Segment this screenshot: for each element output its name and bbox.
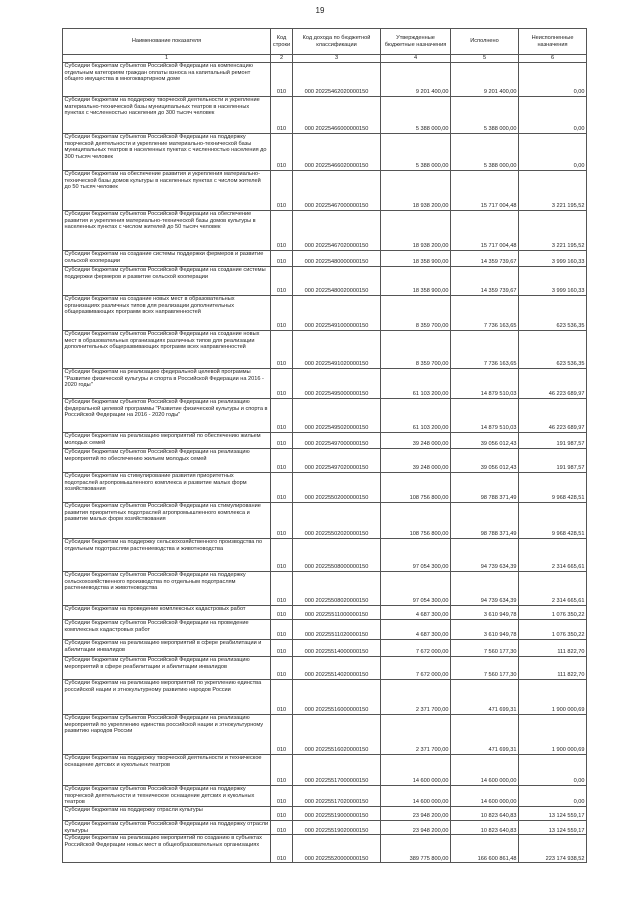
row-name-cell: Субсидии бюджетам на реализацию мероприятий по обеспечению жильем молодых семей [63, 433, 271, 449]
row-approved-cell: 18 938 200,00 [381, 211, 451, 251]
table-row [63, 807, 587, 821]
row-kbk-cell: 000 20225508000000150 [293, 539, 381, 572]
row-executed-cell: 166 600 861,48 [451, 835, 519, 863]
row-unexecuted-cell: 9 968 428,51 [519, 503, 587, 539]
row-code-cell: 010 [271, 369, 293, 399]
row-name-cell: Субсидии бюджетам на обеспечение развития и укрепления материально-технической базы домов культуры в населенных пунктах с числом жителей до 50 тысяч человек [63, 171, 271, 211]
table-row [63, 369, 587, 399]
row-kbk-cell: 000 20225516000000150 [293, 680, 381, 715]
table-row [63, 171, 587, 211]
row-unexecuted-cell: 13 124 559,17 [519, 821, 587, 835]
table-row [63, 399, 587, 433]
row-executed-cell: 3 610 949,78 [451, 606, 519, 620]
row-approved-cell: 8 359 700,00 [381, 296, 451, 331]
table-row [63, 835, 587, 863]
row-unexecuted-cell: 1 076 350,22 [519, 620, 587, 640]
row-unexecuted-cell: 46 223 689,97 [519, 399, 587, 433]
row-code-cell: 010 [271, 433, 293, 449]
row-approved-cell: 4 687 300,00 [381, 606, 451, 620]
row-name-cell: Субсидии бюджетам субъектов Российской Федерации на поддержку творческой деятельности и техническое оснащение детских и кукольных театров [63, 786, 271, 807]
row-kbk-cell: 000 20225497020000150 [293, 449, 381, 473]
row-approved-cell: 5 388 000,00 [381, 97, 451, 134]
column-number: 3 [293, 55, 381, 63]
row-name-cell: Субсидии бюджетам на реализацию мероприятий по созданию в субъектах Российской Федерации новых мест в общеобразовательных организациях [63, 835, 271, 863]
header-row [63, 29, 587, 55]
row-executed-cell: 98 788 371,49 [451, 503, 519, 539]
row-unexecuted-cell: 3 999 160,33 [519, 267, 587, 296]
row-approved-cell: 108 756 800,00 [381, 503, 451, 539]
header-name: Наименование показателя [63, 29, 271, 55]
row-name-cell: Субсидии бюджетам на проведение комплексных кадастровых работ [63, 606, 271, 620]
row-kbk-cell: 000 20225495020000150 [293, 399, 381, 433]
row-kbk-cell: 000 20225491020000150 [293, 331, 381, 369]
row-unexecuted-cell: 191 987,57 [519, 433, 587, 449]
row-executed-cell: 3 610 949,78 [451, 620, 519, 640]
row-code-cell: 010 [271, 657, 293, 680]
header-code: Код строки [271, 29, 293, 55]
row-executed-cell: 15 717 004,48 [451, 171, 519, 211]
table-row [63, 211, 587, 251]
row-unexecuted-cell: 13 124 559,17 [519, 807, 587, 821]
row-approved-cell: 18 358 900,00 [381, 267, 451, 296]
row-kbk-cell: 000 20225508020000150 [293, 572, 381, 606]
table-row [63, 63, 587, 97]
row-kbk-cell: 000 20225497000000150 [293, 433, 381, 449]
row-kbk-cell: 000 20225462020000150 [293, 63, 381, 97]
row-executed-cell: 10 823 640,83 [451, 821, 519, 835]
row-unexecuted-cell: 9 968 428,51 [519, 473, 587, 503]
row-approved-cell: 4 687 300,00 [381, 620, 451, 640]
row-executed-cell: 39 056 012,43 [451, 449, 519, 473]
row-kbk-cell: 000 20225514020000150 [293, 657, 381, 680]
row-executed-cell: 39 056 012,43 [451, 433, 519, 449]
row-name-cell: Субсидии бюджетам субъектов Российской Федерации на поддержку отрасли культуры [63, 821, 271, 835]
row-kbk-cell: 000 20225466020000150 [293, 134, 381, 171]
row-approved-cell: 39 248 000,00 [381, 449, 451, 473]
column-number: 1 [63, 55, 271, 63]
row-name-cell: Субсидии бюджетам на реализацию федеральной целевой программы "Развитие физической культуры и спорта в Российской Федерации на 2016 - 2020 годы" [63, 369, 271, 399]
row-code-cell: 010 [271, 331, 293, 369]
column-number: 5 [451, 55, 519, 63]
row-unexecuted-cell: 46 223 689,97 [519, 369, 587, 399]
row-code-cell: 010 [271, 296, 293, 331]
row-approved-cell: 23 948 200,00 [381, 821, 451, 835]
table-row [63, 640, 587, 657]
row-name-cell: Субсидии бюджетам субъектов Российской Федерации на проведение комплексных кадастровых работ [63, 620, 271, 640]
row-approved-cell: 97 054 300,00 [381, 572, 451, 606]
row-approved-cell: 39 248 000,00 [381, 433, 451, 449]
row-kbk-cell: 000 20225511000000150 [293, 606, 381, 620]
column-number-row [63, 55, 587, 63]
row-name-cell: Субсидии бюджетам субъектов Российской Федерации на реализацию мероприятий по обеспечению жильем молодых семей [63, 449, 271, 473]
row-kbk-cell: 000 20225517000000150 [293, 755, 381, 786]
table-row [63, 449, 587, 473]
column-number: 6 [519, 55, 587, 63]
row-unexecuted-cell: 0,00 [519, 134, 587, 171]
row-executed-cell: 14 600 000,00 [451, 786, 519, 807]
row-code-cell: 010 [271, 473, 293, 503]
row-code-cell: 010 [271, 572, 293, 606]
row-kbk-cell: 000 20225520000000150 [293, 835, 381, 863]
row-executed-cell: 14 879 510,03 [451, 369, 519, 399]
row-executed-cell: 14 359 739,67 [451, 267, 519, 296]
row-kbk-cell: 000 20225480020000150 [293, 267, 381, 296]
row-unexecuted-cell: 623 536,35 [519, 296, 587, 331]
table-row [63, 503, 587, 539]
row-name-cell: Субсидии бюджетам субъектов Российской Федерации на поддержку творческой деятельности и укрепление материально-технической базы муниципальных театров в населенных пунктах с численностью населения до 300 тысяч человек [63, 134, 271, 171]
table-row [63, 786, 587, 807]
row-unexecuted-cell: 223 174 938,52 [519, 835, 587, 863]
row-name-cell: Субсидии бюджетам на создание системы поддержки фермеров и развитие сельской кооперации [63, 251, 271, 267]
row-approved-cell: 14 600 000,00 [381, 786, 451, 807]
row-executed-cell: 94 739 634,39 [451, 572, 519, 606]
table-row [63, 572, 587, 606]
row-code-cell: 010 [271, 606, 293, 620]
row-kbk-cell: 000 20225514000000150 [293, 640, 381, 657]
row-executed-cell: 15 717 004,48 [451, 211, 519, 251]
row-name-cell: Субсидии бюджетам на поддержку творческой деятельности и техническое оснащение детских и кукольных театров [63, 755, 271, 786]
row-code-cell: 010 [271, 267, 293, 296]
row-executed-cell: 5 388 000,00 [451, 97, 519, 134]
row-approved-cell: 8 359 700,00 [381, 331, 451, 369]
table-row [63, 134, 587, 171]
row-code-cell: 010 [271, 640, 293, 657]
row-kbk-cell: 000 20225480000000150 [293, 251, 381, 267]
row-code-cell: 010 [271, 680, 293, 715]
row-unexecuted-cell: 111 822,70 [519, 657, 587, 680]
row-approved-cell: 389 775 800,00 [381, 835, 451, 863]
row-code-cell: 010 [271, 503, 293, 539]
table-row [63, 657, 587, 680]
row-kbk-cell: 000 20225519000000150 [293, 807, 381, 821]
header-kbk: Код дохода по бюджетной классификации [293, 29, 381, 55]
row-code-cell: 010 [271, 835, 293, 863]
row-executed-cell: 7 560 177,30 [451, 640, 519, 657]
row-name-cell: Субсидии бюджетам на создание новых мест в образовательных организациях различных типов для реализации дополнительных общеразвивающих программ всех направленностей [63, 296, 271, 331]
row-name-cell: Субсидии бюджетам на реализацию мероприятий по укреплению единства российской нации и этнокультурному развитию народов России [63, 680, 271, 715]
row-unexecuted-cell: 3 221 195,52 [519, 171, 587, 211]
table-row [63, 715, 587, 755]
row-unexecuted-cell: 191 987,57 [519, 449, 587, 473]
row-kbk-cell: 000 20225519020000150 [293, 821, 381, 835]
budget-execution-table [62, 28, 587, 863]
row-approved-cell: 5 388 000,00 [381, 134, 451, 171]
table-row [63, 821, 587, 835]
row-kbk-cell: 000 20225466000000150 [293, 97, 381, 134]
row-code-cell: 010 [271, 620, 293, 640]
table-row [63, 606, 587, 620]
row-code-cell: 010 [271, 786, 293, 807]
row-name-cell: Субсидии бюджетам субъектов Российской Федерации на реализацию федеральной целевой программы "Развитие физической культуры и спорта в Российской Федерации на 2016 - 2020 годы" [63, 399, 271, 433]
row-unexecuted-cell: 0,00 [519, 786, 587, 807]
row-approved-cell: 2 371 700,00 [381, 680, 451, 715]
row-unexecuted-cell: 2 314 665,61 [519, 539, 587, 572]
page-number: 19 [315, 6, 325, 15]
table-row [63, 296, 587, 331]
row-name-cell: Субсидии бюджетам субъектов Российской Федерации на создание новых мест в образовательных организациях различных типов для реализации дополнительных общеразвивающих программ всех направленностей [63, 331, 271, 369]
row-code-cell: 010 [271, 171, 293, 211]
table-row [63, 251, 587, 267]
row-code-cell: 010 [271, 715, 293, 755]
column-number: 4 [381, 55, 451, 63]
row-kbk-cell: 000 20225502020000150 [293, 503, 381, 539]
row-executed-cell: 471 699,31 [451, 680, 519, 715]
table-row [63, 755, 587, 786]
row-approved-cell: 7 672 000,00 [381, 640, 451, 657]
row-name-cell: Субсидии бюджетам субъектов Российской Федерации на обеспечение развития и укрепления материально-технической базы домов культуры в населенных пунктах с числом жителей до 50 тысяч человек [63, 211, 271, 251]
row-name-cell: Субсидии бюджетам на стимулирование развития приоритетных подотраслей агропромышленного комплекса и развитие малых форм хозяйствования [63, 473, 271, 503]
row-unexecuted-cell: 0,00 [519, 97, 587, 134]
row-code-cell: 010 [271, 399, 293, 433]
row-unexecuted-cell: 1 076 350,22 [519, 606, 587, 620]
row-name-cell: Субсидии бюджетам субъектов Российской Федерации на реализацию мероприятий по укреплению единства российской нации и этнокультурному развитию народов России [63, 715, 271, 755]
row-approved-cell: 7 672 000,00 [381, 657, 451, 680]
row-unexecuted-cell: 3 221 195,52 [519, 211, 587, 251]
row-approved-cell: 108 756 800,00 [381, 473, 451, 503]
row-unexecuted-cell: 623 536,35 [519, 331, 587, 369]
header-unexecuted: Неисполненные назначения [519, 29, 587, 55]
row-approved-cell: 9 201 400,00 [381, 63, 451, 97]
row-kbk-cell: 000 20225502000000150 [293, 473, 381, 503]
row-name-cell: Субсидии бюджетам субъектов Российской Федерации на компенсацию отдельным категориям граждан оплаты взноса на капитальный ремонт общего имущества в многоквартирном доме [63, 63, 271, 97]
header-executed: Исполнено [451, 29, 519, 55]
row-approved-cell: 23 948 200,00 [381, 807, 451, 821]
row-kbk-cell: 000 20225516020000150 [293, 715, 381, 755]
table-row [63, 680, 587, 715]
row-code-cell: 010 [271, 97, 293, 134]
row-kbk-cell: 000 20225491000000150 [293, 296, 381, 331]
row-code-cell: 010 [271, 821, 293, 835]
row-approved-cell: 18 938 200,00 [381, 171, 451, 211]
row-name-cell: Субсидии бюджетам субъектов Российской Федерации на создание системы поддержки фермеров и развитие сельской кооперации [63, 267, 271, 296]
row-name-cell: Субсидии бюджетам на поддержку отрасли культуры [63, 807, 271, 821]
header-approved: Утвержденные бюджетные назначения [381, 29, 451, 55]
row-kbk-cell: 000 20225467000000150 [293, 171, 381, 211]
row-unexecuted-cell: 0,00 [519, 755, 587, 786]
table-row [63, 433, 587, 449]
row-executed-cell: 471 699,31 [451, 715, 519, 755]
row-kbk-cell: 000 20225467020000150 [293, 211, 381, 251]
row-executed-cell: 10 823 640,83 [451, 807, 519, 821]
row-kbk-cell: 000 20225517020000150 [293, 786, 381, 807]
row-name-cell: Субсидии бюджетам на поддержку творческой деятельности и укрепление материально-технической базы муниципальных театров в населенных пунктах с численностью населения до 300 тысяч человек [63, 97, 271, 134]
row-name-cell: Субсидии бюджетам на реализацию мероприятий в сфере реабилитации и абилитации инвалидов [63, 640, 271, 657]
row-executed-cell: 7 736 163,65 [451, 296, 519, 331]
row-executed-cell: 14 600 000,00 [451, 755, 519, 786]
row-code-cell: 010 [271, 755, 293, 786]
row-executed-cell: 9 201 400,00 [451, 63, 519, 97]
row-code-cell: 010 [271, 807, 293, 821]
row-name-cell: Субсидии бюджетам субъектов Российской Федерации на реализацию мероприятий в сфере реабилитации и абилитации инвалидов [63, 657, 271, 680]
row-unexecuted-cell: 0,00 [519, 63, 587, 97]
row-approved-cell: 2 371 700,00 [381, 715, 451, 755]
row-approved-cell: 97 054 300,00 [381, 539, 451, 572]
row-unexecuted-cell: 2 314 665,61 [519, 572, 587, 606]
row-code-cell: 010 [271, 449, 293, 473]
row-code-cell: 010 [271, 251, 293, 267]
row-approved-cell: 61 103 200,00 [381, 399, 451, 433]
row-executed-cell: 94 739 634,39 [451, 539, 519, 572]
row-name-cell: Субсидии бюджетам на поддержку сельскохозяйственного производства по отдельным подотраслям растениеводства и животноводства [63, 539, 271, 572]
row-unexecuted-cell: 111 822,70 [519, 640, 587, 657]
row-executed-cell: 5 388 000,00 [451, 134, 519, 171]
row-executed-cell: 14 879 510,03 [451, 399, 519, 433]
row-kbk-cell: 000 20225511020000150 [293, 620, 381, 640]
row-executed-cell: 7 560 177,30 [451, 657, 519, 680]
table-row [63, 331, 587, 369]
row-unexecuted-cell: 1 900 000,69 [519, 715, 587, 755]
row-name-cell: Субсидии бюджетам субъектов Российской Федерации на поддержку сельскохозяйственного производства по отдельным подотраслям растениеводства и животноводства [63, 572, 271, 606]
row-code-cell: 010 [271, 539, 293, 572]
row-approved-cell: 14 600 000,00 [381, 755, 451, 786]
row-approved-cell: 61 103 200,00 [381, 369, 451, 399]
row-kbk-cell: 000 20225495000000150 [293, 369, 381, 399]
table-row [63, 539, 587, 572]
row-unexecuted-cell: 3 999 160,33 [519, 251, 587, 267]
table-row [63, 473, 587, 503]
row-executed-cell: 98 788 371,49 [451, 473, 519, 503]
row-name-cell: Субсидии бюджетам субъектов Российской Федерации на стимулирование развития приоритетных подотраслей агропромышленного комплекса и развитие малых форм хозяйствования [63, 503, 271, 539]
table-row [63, 267, 587, 296]
row-executed-cell: 14 359 739,67 [451, 251, 519, 267]
table-row [63, 620, 587, 640]
row-approved-cell: 18 358 900,00 [381, 251, 451, 267]
row-unexecuted-cell: 1 900 000,69 [519, 680, 587, 715]
row-executed-cell: 7 736 163,65 [451, 331, 519, 369]
row-code-cell: 010 [271, 63, 293, 97]
row-code-cell: 010 [271, 134, 293, 171]
row-code-cell: 010 [271, 211, 293, 251]
table-row [63, 97, 587, 134]
column-number: 2 [271, 55, 293, 63]
